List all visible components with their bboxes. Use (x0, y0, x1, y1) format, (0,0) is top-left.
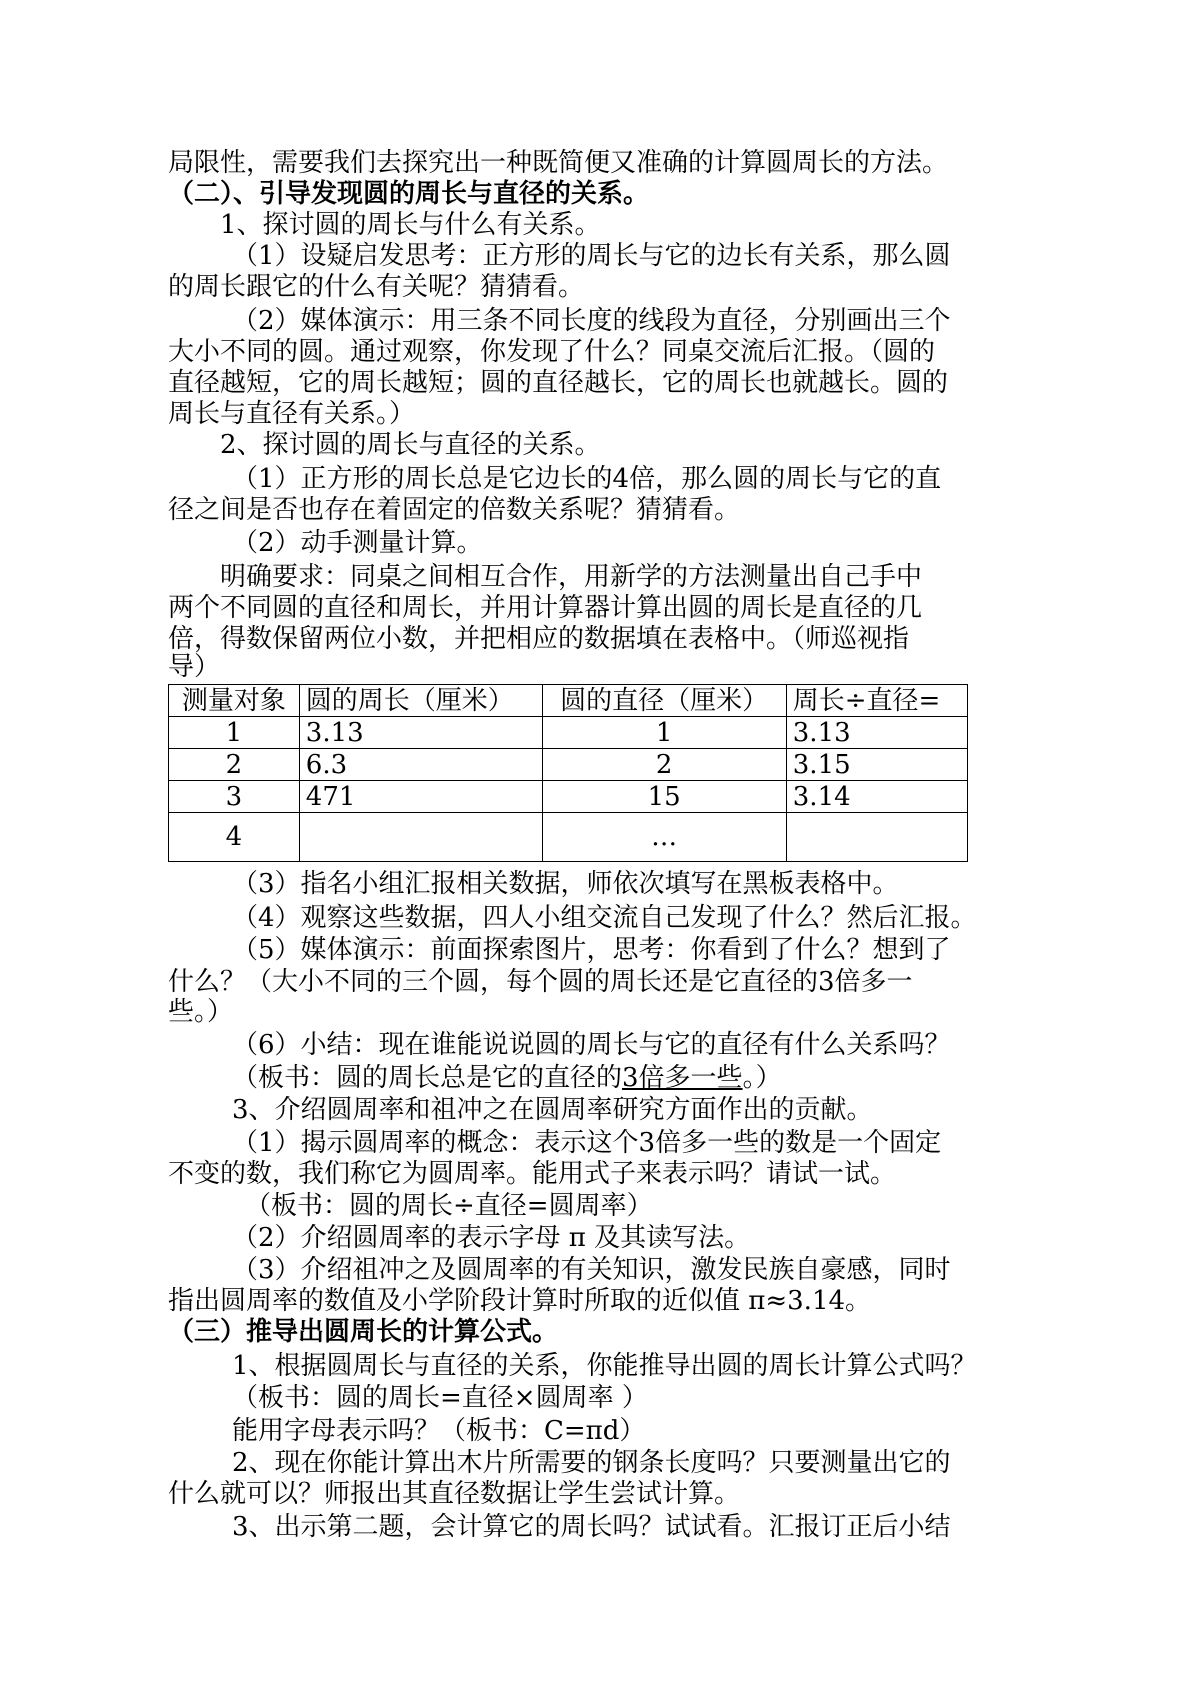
table-cell: 15 (542, 781, 786, 813)
table-cell: 4 (169, 813, 300, 862)
board-text-end: 。） (742, 1063, 782, 1093)
paragraph-line: 2、探讨圆的周长与直径的关系。 (220, 430, 601, 460)
table-row (169, 749, 968, 781)
table-header-cell: 周长÷直径= (786, 685, 967, 717)
underlined-text: 3倍多一些 (622, 1063, 743, 1093)
paragraph-line: 2、现在你能计算出木片所需要的钢条长度吗？只要测量出它的 (232, 1448, 951, 1478)
board-text: （板书：圆的周长总是它的直径的 (232, 1063, 623, 1093)
table-header-cell: 圆的直径（厘米） (542, 685, 786, 717)
table-cell: 2 (542, 749, 786, 781)
paragraph-line: （5）媒体演示：前面探索图片，思考：你看到了什么？想到了 (232, 935, 951, 965)
table-cell: 1 (542, 717, 786, 749)
paragraph-line: （3）介绍祖冲之及圆周率的有关知识，激发民族自豪感，同时 (232, 1255, 951, 1285)
paragraph-line: 的周长跟它的什么有关呢？猜猜看。 (168, 272, 585, 302)
table-header-cell: 圆的周长（厘米） (299, 685, 542, 717)
paragraph-line (232, 1062, 782, 1094)
table-header-row (169, 685, 968, 717)
paragraph-line: 明确要求：同桌之间相互合作，用新学的方法测量出自己手中 (220, 562, 923, 592)
paragraph-line: 1、根据圆周长与直径的关系，你能推导出圆的周长计算公式吗？ (232, 1351, 977, 1381)
paragraph-line: （2）介绍圆周率的表示字母 π 及其读写法。 (232, 1223, 751, 1253)
table-cell: 6.3 (299, 749, 542, 781)
paragraph-line: 1、探讨圆的周长与什么有关系。 (220, 210, 601, 240)
table-row (169, 813, 968, 862)
paragraph-line: （板书：圆的周长=直径×圆周率 ） (232, 1383, 648, 1413)
paragraph-line: （1）设疑启发思考：正方形的周长与它的边长有关系，那么圆 (232, 241, 951, 271)
paragraph-line: 两个不同圆的直径和周长，并用计算器计算出圆的周长是直径的几 (168, 593, 923, 623)
table-cell: 2 (169, 749, 300, 781)
table-cell (786, 813, 967, 862)
paragraph-line: （板书：圆的周长÷直径=圆周率） (245, 1191, 653, 1221)
table-cell: 3.13 (786, 717, 967, 749)
paragraph-line: 不变的数，我们称它为圆周率。能用式子来表示吗？请试一试。 (168, 1159, 897, 1189)
paragraph-line: （6）小结：现在谁能说说圆的周长与它的直径有什么关系吗？ (232, 1030, 951, 1060)
paragraph-line: 导） (168, 652, 221, 682)
paragraph-line: （1）揭示圆周率的概念：表示这个3倍多一些的数是一个固定 (232, 1128, 942, 1158)
section-heading: （二）、引导发现圆的周长与直径的关系。 (168, 179, 650, 209)
paragraph-line: 些。） (168, 997, 234, 1027)
paragraph-line: 周长与直径有关系。） (168, 399, 416, 429)
paragraph-line: 能用字母表示吗？（板书：C=πd） (232, 1416, 646, 1446)
table-cell: 471 (299, 781, 542, 813)
table-cell: 3 (169, 781, 300, 813)
paragraph-line: 直径越短，它的周长越短；圆的直径越长，它的周长也就越长。圆的 (168, 368, 949, 398)
table-cell: … (542, 813, 786, 862)
paragraph-line: 倍，得数保留两位小数，并把相应的数据填在表格中。（师巡视指 (168, 624, 910, 654)
table-cell: 3.14 (786, 781, 967, 813)
paragraph-line: 3、介绍圆周率和祖冲之在圆周率研究方面作出的贡献。 (232, 1095, 873, 1125)
paragraph-line: 径之间是否也存在着固定的倍数关系呢？猜猜看。 (168, 495, 741, 525)
paragraph-line: （4）观察这些数据，四人小组交流自己发现了什么？然后汇报。 (232, 903, 977, 933)
paragraph-line: 什么？（大小不同的三个圆，每个圆的周长还是它直径的3倍多一 (168, 967, 913, 997)
paragraph-line: （2）媒体演示：用三条不同长度的线段为直径，分别画出三个 (232, 306, 951, 336)
paragraph-line: （2）动手测量计算。 (232, 528, 483, 558)
table-row (169, 781, 968, 813)
paragraph-line: （3）指名小组汇报相关数据，师依次填写在黑板表格中。 (232, 869, 899, 899)
measurement-table (168, 684, 968, 862)
paragraph-line: 大小不同的圆。通过观察，你发现了什么？同桌交流后汇报。（圆的 (168, 337, 936, 367)
paragraph-line: 指出圆周率的数值及小学阶段计算时所取的近似值 π≈3.14。 (168, 1286, 872, 1316)
table-header-cell: 测量对象 (169, 685, 300, 717)
paragraph-line: 什么就可以？师报出其直径数据让学生尝试计算。 (168, 1479, 741, 1509)
table-row (169, 717, 968, 749)
section-heading: （三）推导出圆周长的计算公式。 (168, 1317, 559, 1347)
paragraph-line: （1）正方形的周长总是它边长的4倍，那么圆的周长与它的直 (232, 464, 942, 494)
paragraph-line: 局限性，需要我们去探究出一种既简便又准确的计算圆周长的方法。 (168, 148, 949, 178)
table-cell: 3.15 (786, 749, 967, 781)
table-cell: 1 (169, 717, 300, 749)
paragraph-line: 3、出示第二题，会计算它的周长吗？试试看。汇报订正后小结 (232, 1512, 951, 1542)
table-cell (299, 813, 542, 862)
table-cell: 3.13 (299, 717, 542, 749)
